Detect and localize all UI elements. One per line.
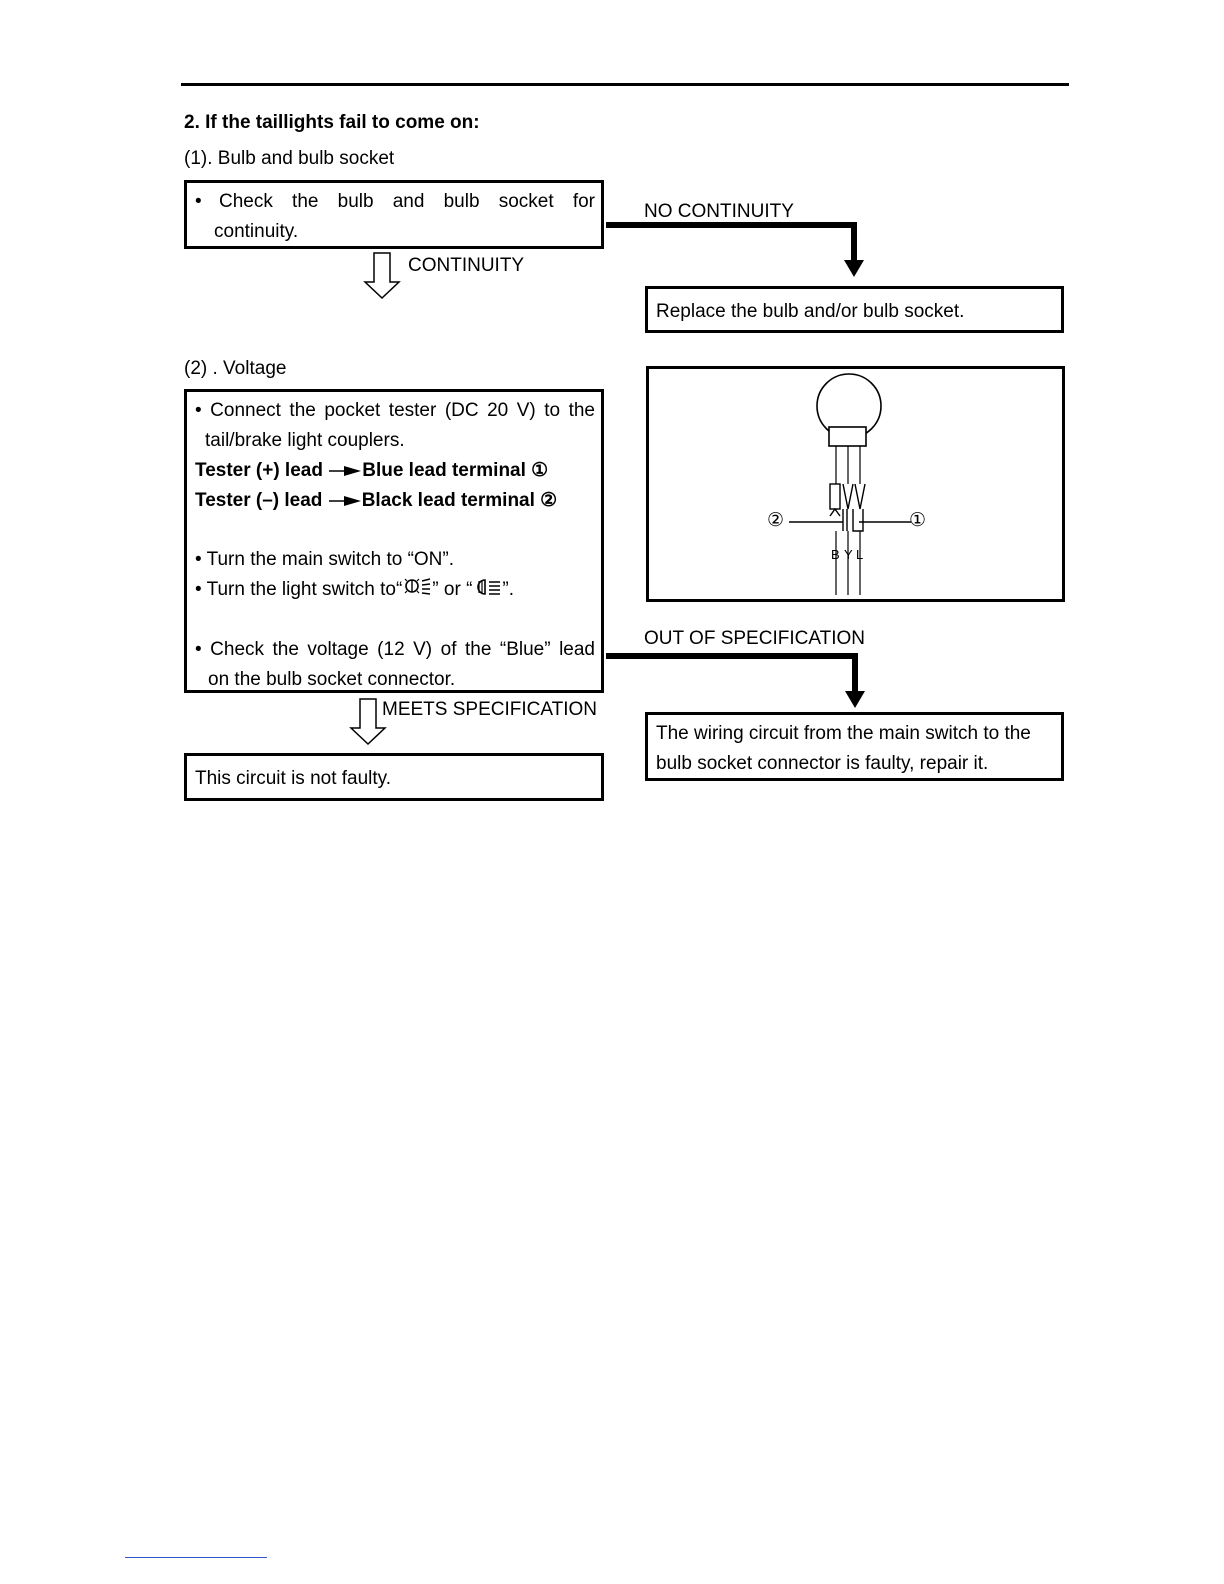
faulty-line-2: bulb socket connector is faulty, repair it. xyxy=(656,753,989,774)
arrow-right-icon xyxy=(328,464,362,478)
light-switch-post: ”. xyxy=(502,579,515,600)
step2-heading: (2) . Voltage xyxy=(184,358,287,379)
bullet: • xyxy=(195,191,202,212)
socket-wires-lower xyxy=(836,531,860,595)
tail-light-switch-icon xyxy=(402,577,432,597)
coupler-shape xyxy=(830,509,863,531)
wire-b-label: B xyxy=(831,547,840,562)
terminal-1-label: ① xyxy=(909,510,927,531)
not-faulty-text: This circuit is not faulty. xyxy=(195,768,392,789)
meets-spec-label: MEETS SPECIFICATION xyxy=(382,699,598,720)
header-rule xyxy=(181,83,1069,86)
check-line-2: continuity. xyxy=(214,221,299,242)
continuity-label: CONTINUITY xyxy=(408,255,525,276)
continuity-arrow-icon xyxy=(362,252,402,300)
no-continuity-label: NO CONTINUITY xyxy=(644,201,794,222)
out-of-spec-arrow-icon xyxy=(604,651,868,711)
faulty-line-1: The wiring circuit from the main switch to the xyxy=(656,723,1031,744)
step1-heading: (1). Bulb and bulb socket xyxy=(184,148,395,169)
out-of-spec-label: OUT OF SPECIFICATION xyxy=(644,628,865,649)
tester-plus-target: Blue lead terminal ① xyxy=(362,460,549,481)
not-faulty-box xyxy=(184,753,604,801)
tester-plus-line xyxy=(195,456,548,486)
connect-line-1: • Connect the pocket tester (DC 20 V) to the xyxy=(195,400,595,421)
terminal-block-right xyxy=(843,484,865,509)
check-line-1: Check the bulb and bulb socket for xyxy=(219,191,595,212)
replace-text: Replace the bulb and/or bulb socket. xyxy=(656,301,965,322)
wire-y-label: Y xyxy=(844,547,853,562)
light-switch-mid: ” or “ xyxy=(432,579,473,600)
bulb-base-shape xyxy=(829,427,866,446)
arrow-right-icon xyxy=(328,494,362,508)
tester-minus-target: Black lead terminal ② xyxy=(361,490,558,511)
voltage-line-1: • Check the voltage (12 V) of the “Blue” lead xyxy=(195,639,595,660)
replace-box xyxy=(645,286,1064,333)
terminal-block-left xyxy=(830,484,840,509)
socket-wires-upper xyxy=(836,446,860,484)
terminal-2-label: ② xyxy=(767,510,785,531)
tester-minus-label: Tester (–) lead xyxy=(195,490,323,511)
headlight-switch-icon xyxy=(472,577,502,597)
continuity-check-box xyxy=(184,180,604,249)
footer-link-underline xyxy=(125,1557,267,1558)
wire-l-label: L xyxy=(856,547,864,562)
tester-minus-line xyxy=(195,486,557,516)
bulb-socket-diagram xyxy=(646,366,1065,602)
section-title: 2. If the taillights fail to come on: xyxy=(184,112,480,133)
tester-plus-label: Tester (+) lead xyxy=(195,460,323,481)
main-switch-line: • Turn the main switch to “ON”. xyxy=(195,549,455,570)
connect-line-2: tail/brake light couplers. xyxy=(205,430,405,451)
voltage-line-2: on the bulb socket connector. xyxy=(208,669,456,690)
bulb-diagram-drawing xyxy=(649,369,1062,599)
light-switch-line xyxy=(195,575,514,605)
no-continuity-arrow-icon xyxy=(604,220,868,280)
light-switch-pre: • Turn the light switch to“ xyxy=(195,579,403,600)
voltage-check-box xyxy=(184,389,604,693)
faulty-wiring-box xyxy=(645,712,1064,781)
